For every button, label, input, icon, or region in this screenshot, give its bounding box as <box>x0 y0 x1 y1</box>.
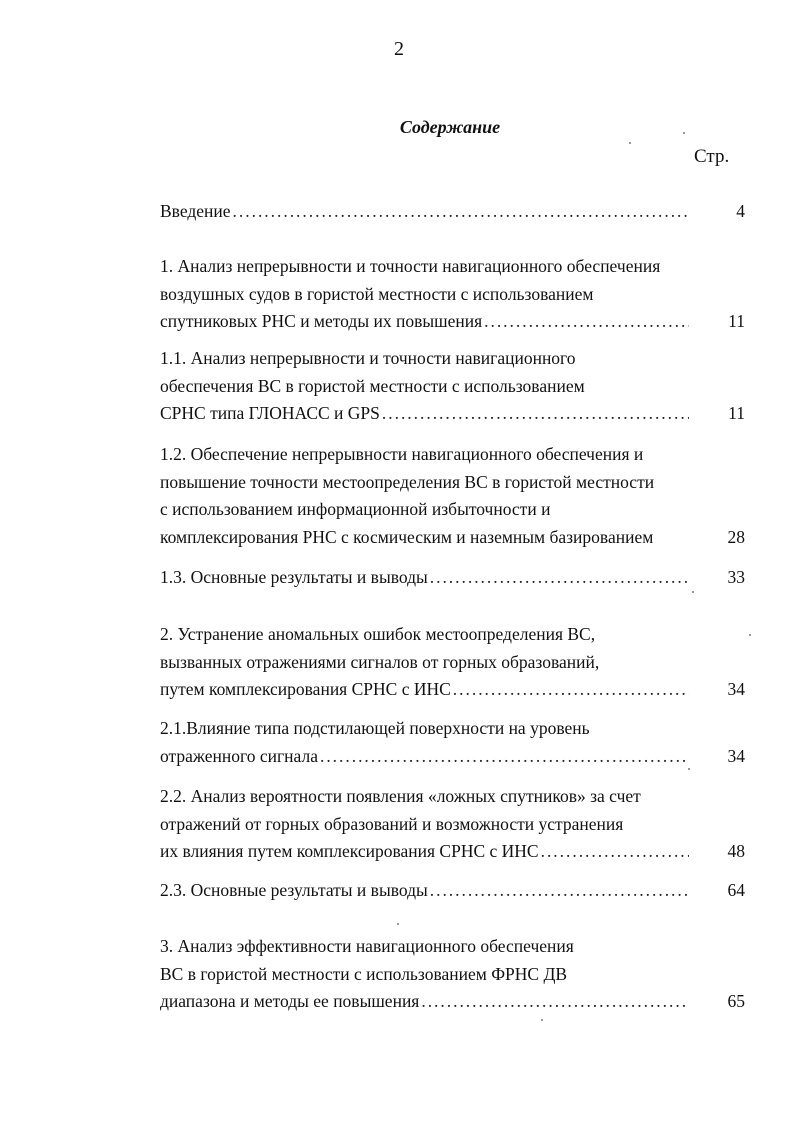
toc-entry-text: 1.3. Основные результаты и выводы <box>160 567 428 587</box>
scan-speck <box>683 132 685 134</box>
toc-entry-text: комплексирования РНС с космическим и наземным базированием <box>160 526 654 547</box>
toc-entry-chapter-1[interactable] <box>160 253 745 336</box>
toc-entry-page: 65 <box>727 991 745 1011</box>
toc-entry-line: 2.1.Влияние типа подстилающей поверхности на уровень <box>160 718 590 738</box>
toc-entry-last-line <box>160 877 745 905</box>
toc-entry-line: 2.2. Анализ вероятности появления «ложных спутников» за счет <box>160 786 641 806</box>
toc-entry-text: спутниковых РНС и методы их повышения <box>160 311 483 331</box>
dot-leader <box>484 308 689 336</box>
toc-entry-page: 34 <box>727 679 745 699</box>
scan-speck <box>397 923 399 925</box>
toc-entry-introduction[interactable] <box>160 198 745 226</box>
toc-entry-chapter-3[interactable] <box>160 933 745 1016</box>
toc-entry-last-line <box>160 564 745 592</box>
toc-entry-text: 2.3. Основные результаты и выводы <box>160 880 428 900</box>
dot-leader <box>430 564 689 592</box>
toc-entry-chapter-2[interactable] <box>160 621 745 704</box>
toc-entry-section-1-2[interactable] <box>160 441 745 551</box>
toc-entry-section-2-2[interactable] <box>160 783 745 866</box>
dot-leader <box>382 400 689 428</box>
toc-entry-text: путем комплексирования СРНС с ИНС <box>160 679 451 699</box>
toc-entry-last-line <box>160 308 745 336</box>
toc-entry-last-line <box>160 400 745 428</box>
dot-leader <box>453 676 689 704</box>
toc-entry-section-2-3[interactable] <box>160 877 745 905</box>
toc-entry-last-line <box>160 743 745 771</box>
page-column-header: Стр. <box>694 146 730 167</box>
toc-entry-page: 64 <box>727 880 745 900</box>
toc-entry-section-2-1[interactable] <box>160 715 745 770</box>
toc-entry-last-line <box>160 676 745 704</box>
dot-leader <box>541 838 689 866</box>
scan-speck <box>749 634 751 636</box>
toc-entry-page: 11 <box>728 403 745 423</box>
toc-entry-page: 48 <box>727 841 745 861</box>
toc-entry-line: 1.1. Анализ непрерывности и точности навигационного <box>160 348 576 368</box>
toc-entry-line: повышение точности местоопределения ВС в гористой местности <box>160 471 655 492</box>
toc-entry-text: отраженного сигнала <box>160 745 318 766</box>
toc-entry-line: 1. Анализ непрерывности и точности навигационного обеспечения <box>160 256 661 276</box>
toc-entry-page: 33 <box>727 567 745 587</box>
toc-entry-text: СРНС типа ГЛОНАСС и GPS <box>160 403 380 423</box>
toc-entry-section-1-1[interactable] <box>160 345 745 428</box>
toc-entry-line: отражений от горных образований и возможности устранения <box>160 813 624 834</box>
toc-entry-line: 1.2. Обеспечение непрерывности навигационного обеспечения и <box>160 444 644 464</box>
scan-speck <box>541 1019 543 1021</box>
dot-leader <box>233 198 689 226</box>
toc-entry-text: Введение <box>160 201 231 221</box>
toc-entry-line: с использованием информационной избыточности и <box>160 499 551 519</box>
dot-leader <box>430 877 689 905</box>
toc-entry-page: 11 <box>728 311 745 331</box>
toc-entry-line: вызванных отражениями сигналов от горных образований, <box>160 651 600 672</box>
toc-entry-last-line <box>160 524 745 552</box>
page-number: 2 <box>394 38 404 60</box>
toc-entry-line: 3. Анализ эффективности навигационного обеспечения <box>160 936 574 956</box>
toc-entry-page: 28 <box>727 526 745 547</box>
dot-leader <box>421 988 689 1016</box>
toc-entry-last-line <box>160 198 745 226</box>
dot-leader <box>320 743 689 771</box>
scan-speck <box>692 591 694 593</box>
toc-entry-line: 2. Устранение аномальных ошибок местоопределения ВС, <box>160 624 596 644</box>
toc-title: Содержание <box>399 117 501 137</box>
toc-entry-line: обеспечения ВС в гористой местности с использованием <box>160 375 585 396</box>
toc-entry-last-line <box>160 838 745 866</box>
scan-speck <box>688 768 690 770</box>
toc-entry-page: 34 <box>727 745 745 766</box>
toc-entry-last-line <box>160 988 745 1016</box>
toc-entry-page: 4 <box>736 201 745 221</box>
toc-entry-text: диапазона и методы ее повышения <box>160 991 420 1011</box>
toc-entry-line: ВС в гористой местности с использованием ФРНС ДВ <box>160 963 568 984</box>
toc-entry-section-1-3[interactable] <box>160 564 745 592</box>
toc-entry-line: воздушных судов в гористой местности с использованием <box>160 283 594 304</box>
toc-entry-text: их влияния путем комплексирования СРНС с ИНС <box>160 841 539 861</box>
scan-speck <box>629 142 631 144</box>
